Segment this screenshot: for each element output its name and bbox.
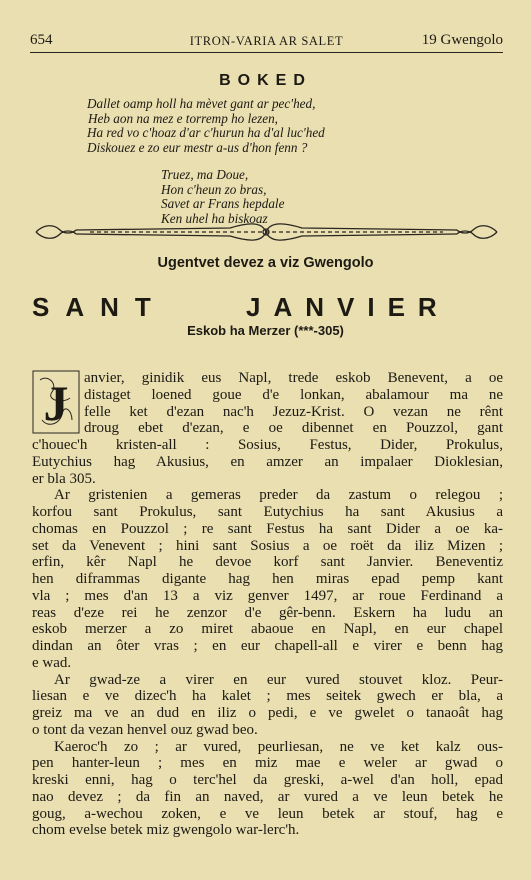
body-line: Eutychius hag Akusius, en amzer an impalaer Dioklesian, [32,453,503,470]
body-line: er bla 305. [32,470,96,487]
day-heading: Ugentvet devez a viz Gwengolo [157,255,374,271]
body-line: erfin, kêr Napl he devoe korf sant Janvier. Beneventiz [32,554,503,571]
saint-name-word-2: JANVIER [246,292,450,322]
page-number: 654 [30,32,53,48]
drop-cap-letter: J [43,375,69,431]
body-line: distaget loened goue d'e lonkan, abalamour ma ne [84,386,503,403]
body-line: Ar gristenien a gemeras preder da zastum o relegou ; [54,487,503,504]
body-line: goug, a-wechou zoken, e ve leun betek ar stouf, hag e [32,805,503,822]
body-line: e wad. [32,654,72,671]
body-line: Ar gwad-ze a virer en eur vured stouvet kloz. Peur- [54,671,503,688]
body-line: kreski enni, hag o terc'hel da greski, a-wel d'an holl, epad [32,772,503,788]
body-line: liesan e ve dizec'h ha kalet ; mes seitek gwech er bla, a [32,688,503,705]
poem-line: Hon c'heun zo bras, [161,181,267,197]
body-line: nao devez ; da fin an naved, ar vured a ve leun betek he [32,788,503,805]
poem-line: Savet ar Frans hepdale [161,196,285,212]
saint-name [32,292,501,324]
body-line: Kaeroc'h zo ; ar vured, peurliesan, ne ve ket kalz ous- [54,738,503,755]
body-line: hen diframmas digante hag hen miras epad pemp kant [32,571,503,587]
body-line: vla ; mes d'an 13 a viz genver 1497, ar roue Ferdinand a [32,587,503,604]
saint-name-word-1: SANT [32,292,167,322]
body-text [32,370,503,839]
ornamental-divider [30,218,503,246]
poem-line: Dallet oamp holl ha mèvet gant ar pec'hed, [87,96,316,111]
header-date: 19 Gwengolo [421,32,503,48]
body-line: chom evelse betek miz gwengolo war-lerc'h. [32,822,300,839]
poem-stanza-1 [87,97,325,155]
poem-line: Ha red vo c'hoaz d'ar c'hurun ha d'al luc'hed [87,125,325,141]
body-line: c'houec'h kristen-all : Sosius, Festus, Dider, Prokulus, [32,437,503,453]
body-line: korfou sant Prokulus, sant Eutychius ha sant Akusius a [32,504,503,520]
body-line: anvier, ginidik eus Napl, trede eskob Benevent, a oe [84,370,503,386]
running-title: ITRON-VARIA AR SALET [189,34,344,48]
section-title: BOKED [219,72,312,89]
body-line: pen hanter-leun ; mes en miz mae e weler ar gwad o [32,755,503,772]
poem-line: Ken uhel ha biskoaz [161,210,268,226]
running-header [30,30,503,53]
poem-line: Heb aon na mez e torremp ho lezen, [88,110,278,126]
body-line: dindan an ôter vras ; en eur chapell-all e virer e benn hag [32,638,503,654]
body-line: felle ket d'ezan nac'h Jezuz-Krist. O vezan ne rênt [84,403,503,420]
saint-subtitle: Eskob ha Merzer (***-305) [187,323,344,338]
body-line: set da Venevent ; hini sant Sosius a oe roët da iliz Mizen ; [32,537,503,554]
body-line: chomas en Pouzzol ; re sant Festus ha sant Dider a oe ka- [32,520,503,537]
body-line: eskob merzer a zo miret abaoue en Napl, en eur chapel [32,621,503,638]
body-line: reas d'eze rei he zenzor d'e gêr-benn. Eskern ha ludu an [32,604,503,621]
poem-line: Diskouez e zo eur mestr a-us d'hon fenn ? [87,139,308,155]
body-line: o tont da vezan henvel ouz gwad beo. [32,721,258,738]
body-line: droug ebet d'ezan, e oe dibennet en Pouzzol, gant [84,420,503,437]
poem-line: Truez, ma Doue, [161,167,249,182]
body-line: greiz ma ve an dud en iliz o pedi, e ve gwelet o tanaoât hag [32,705,503,721]
